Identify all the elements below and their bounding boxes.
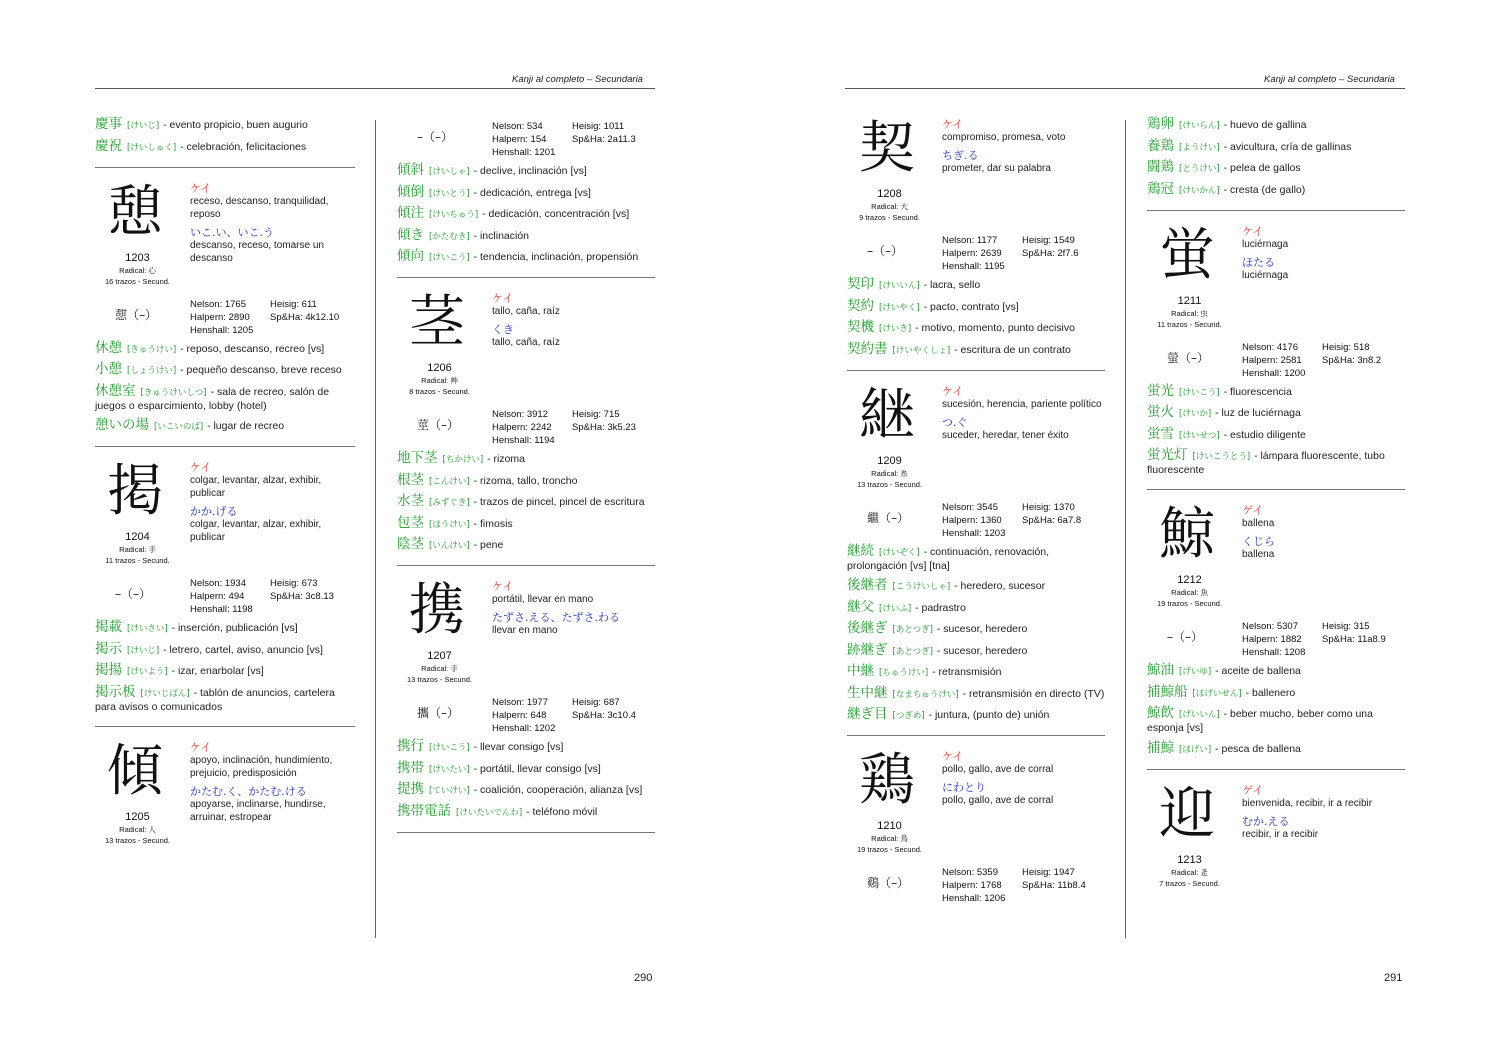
ref-halpern: Halpern: 154	[492, 134, 547, 145]
entry-separator	[847, 370, 1105, 371]
on-meaning: tallo, caña, raíz	[492, 306, 560, 317]
kanji-radical: Radical: 虫	[1171, 308, 1208, 318]
left-column-1	[95, 118, 355, 853]
vocab-entry: 休憩 [きゅうけい] - reposo, descanso, recreo [vs]	[95, 339, 325, 356]
kanji-variant: –（–）	[115, 587, 152, 601]
vocab-entry: 捕鯨船 [ほげいせん] - ballenero	[1147, 683, 1296, 700]
ref-halpern: Halpern: 648	[492, 710, 547, 721]
ref-nelson: Nelson: 3545	[942, 501, 998, 513]
ref-heisig: Heisig: 673	[270, 578, 318, 589]
kanji-radical: Radical: 魚	[1171, 588, 1208, 597]
kanji-references	[190, 577, 360, 616]
on-reading: ケイ	[190, 461, 212, 474]
vocab-entry: 鯨油 [げいゆ] - aceite de ballena	[1147, 662, 1301, 678]
vocab-entry: 陰茎 [いんけい] - pene	[397, 536, 504, 552]
right-column-2	[1147, 118, 1405, 896]
kanji-readings	[492, 292, 652, 349]
kun-reading: くじら	[1242, 535, 1275, 548]
ref-nelson: Nelson: 1765	[190, 298, 246, 310]
ref-spha: Sp&Ha: 11b8.4	[1022, 880, 1086, 891]
ref-heisig: Heisig: 1011	[572, 121, 625, 132]
kanji-strokes: 19 trazos - Secund.	[856, 845, 923, 854]
ref-nelson: Nelson: 5307	[1242, 621, 1298, 632]
column-divider	[1125, 120, 1126, 938]
kanji-glyph: 鯨	[1159, 502, 1215, 567]
vocab-entry: 慶祝 [けいしゅく] - celebración, felicitaciones	[95, 137, 307, 154]
header-rule	[95, 88, 655, 89]
ref-halpern: Halpern: 1768	[942, 880, 1002, 891]
on-reading: ゲイ	[1242, 504, 1264, 517]
kanji-references	[1242, 341, 1412, 380]
kanji-glyph: 傾	[107, 738, 163, 804]
vocab-entry: 蛍光 [けいこう] - fluorescencia	[1147, 382, 1292, 399]
kanji-strokes: 7 trazos - Secund.	[1159, 878, 1220, 888]
kanji-variant: 螢（–）	[1167, 350, 1210, 365]
left-column-2	[397, 118, 655, 847]
kun-reading: かたむ.く、かたむ.ける	[190, 784, 307, 798]
ref-halpern: Halpern: 2242	[492, 422, 552, 433]
vocab-entry: 継続 [けいぞく] - continuación, renovación, prolongación [vs] [tna]	[847, 542, 1050, 572]
ref-nelson: Nelson: 1934	[190, 578, 246, 589]
entry-separator	[95, 167, 355, 168]
ref-henshall: Henshall: 1206	[942, 893, 1006, 904]
kanji-readings	[942, 750, 1102, 807]
ref-henshall: Henshall: 1200	[1242, 367, 1306, 379]
ref-heisig: Heisig: 315	[1322, 621, 1370, 632]
vocab-entry: 水茎 [みずぐき] - trazos de pincel, pincel de escritura	[397, 493, 645, 509]
vocab-entry: 跡継ぎ [あとつぎ] - sucesor, heredero	[847, 641, 1028, 658]
kun-meaning: tallo, caña, raíz	[492, 337, 560, 348]
vocab-entry: 掲載 [けいさい] - inserción, publicación [vs]	[95, 619, 298, 635]
kanji-glyph: 掲	[107, 459, 163, 524]
kanji-readings	[1242, 504, 1402, 561]
right-column-1	[847, 118, 1105, 910]
ref-spha: Sp&Ha: 2f7.6	[1022, 248, 1079, 259]
header-rule	[845, 88, 1405, 89]
ref-spha: Sp&Ha: 3n8.2	[1322, 354, 1382, 366]
ref-halpern: Halpern: 1360	[942, 514, 1002, 526]
kanji-number: 1205	[125, 810, 150, 823]
ref-nelson: Nelson: 1177	[942, 235, 998, 246]
kanji-number: 1212	[1177, 574, 1202, 586]
kanji-references	[942, 501, 1112, 540]
kanji-strokes: 19 trazos - Secund.	[1156, 599, 1223, 608]
kanji-block-1213	[1147, 781, 1405, 896]
kanji-number: 1210	[877, 820, 902, 832]
kanji-radical: Radical: 手	[119, 545, 156, 554]
ref-heisig: Heisig: 1549	[1022, 235, 1075, 246]
ref-nelson: Nelson: 1977	[492, 697, 548, 708]
kanji-readings	[190, 461, 350, 544]
kanji-continuation	[397, 118, 655, 164]
kanji-variant: –（–）	[1167, 630, 1204, 644]
kanji-glyph: 鶏	[859, 748, 915, 813]
kun-meaning: llevar en mano	[492, 625, 558, 636]
vocab-entry: 掲示板 [けいじばん] - tablón de anuncios, cartelera para avisos o comunicados	[95, 683, 335, 713]
kun-reading: つ.ぐ	[942, 415, 968, 429]
kun-reading: ほたる	[1242, 255, 1275, 269]
kun-meaning: pollo, gallo, ave de corral	[942, 795, 1054, 806]
kun-meaning: colgar, levantar, alzar, exhibir, publicar	[190, 519, 322, 543]
kanji-variant: 憇（–）	[115, 307, 158, 322]
kanji-references	[190, 298, 360, 337]
kanji-readings	[190, 182, 350, 265]
vocab-entry: 傾き [かたむき] - inclinación	[397, 226, 530, 243]
on-reading: ゲイ	[1242, 783, 1264, 797]
kanji-number: 1204	[125, 531, 150, 543]
kun-meaning: luciérnaga	[1242, 269, 1289, 281]
kanji-number: 1209	[877, 454, 902, 467]
vocab-entry: 蛍火 [けいか] - luz de luciérnaga	[1147, 404, 1301, 420]
vocab-entry: 携行 [けいこう] - llevar consigo [vs]	[397, 738, 564, 754]
ref-henshall: Henshall: 1195	[942, 261, 1005, 272]
entry-separator	[397, 832, 655, 833]
on-meaning: compromiso, promesa, voto	[942, 132, 1066, 143]
vocab-entry: 包茎 [ほうけい] - fimosis	[397, 514, 513, 531]
ref-spha: Sp&Ha: 11a8.9	[1322, 634, 1386, 645]
kanji-radical: Radical: 鳥	[871, 834, 908, 843]
page-number: 291	[1384, 972, 1403, 984]
kun-reading: むか.える	[1242, 814, 1290, 828]
vocab-entry: 継父 [けいふ] - padrastro	[847, 598, 966, 615]
kanji-variant: –（–）	[867, 244, 904, 258]
ref-heisig: Heisig: 687	[572, 697, 620, 708]
kanji-radical: Radical: 心	[119, 265, 156, 275]
kun-reading: にわとり	[942, 781, 986, 794]
vocab-entry: 蛍光灯 [けいこうとう] - lámpara fluorescente, tubo fluorescente	[1147, 447, 1385, 476]
on-reading: ケイ	[190, 740, 212, 754]
on-meaning: pollo, gallo, ave de corral	[942, 764, 1054, 775]
kanji-radical: Radical: 艸	[421, 376, 458, 385]
ref-halpern: Halpern: 2639	[942, 248, 1002, 259]
kun-reading: かか.げる	[190, 505, 238, 518]
ref-henshall: Henshall: 1205	[190, 324, 254, 336]
kun-meaning: recibir, ir a recibir	[1242, 828, 1319, 840]
entry-separator	[1147, 769, 1405, 770]
ref-halpern: Halpern: 494	[190, 591, 245, 602]
kanji-references	[492, 696, 662, 735]
kanji-strokes: 13 trazos - Secund.	[856, 479, 923, 489]
ref-heisig: Heisig: 1370	[1022, 501, 1075, 513]
on-meaning: apoyo, inclinación, hundimiento, prejuicio, predisposición	[190, 754, 333, 779]
kanji-readings	[190, 741, 350, 824]
kanji-variant: 鷄（–）	[867, 876, 910, 890]
kun-reading: くき	[492, 323, 514, 336]
kanji-glyph: 契	[859, 116, 915, 181]
vocab-entry: 提携 [ていけい] - coalición, cooperación, alianza [vs]	[397, 781, 643, 797]
running-header: Kanji al completo – Secundaria	[1264, 74, 1395, 85]
ref-spha: Sp&Ha: 2a11.3	[572, 134, 636, 145]
vocab-entry: 傾向 [けいこう] - tendencia, inclinación, propensión	[397, 248, 639, 264]
kanji-glyph: 憩	[107, 179, 163, 245]
ref-spha: Sp&Ha: 3c10.4	[572, 710, 636, 721]
kun-meaning: suceder, heredar, tener éxito	[942, 429, 1069, 441]
kanji-block-1204	[95, 461, 355, 621]
kanji-strokes: 13 trazos - Secund.	[406, 675, 473, 684]
kanji-strokes: 11 trazos - Secund.	[1157, 319, 1222, 329]
kanji-strokes: 11 trazos - Secund.	[105, 556, 170, 565]
kanji-strokes: 9 trazos - Secund.	[859, 213, 920, 222]
on-meaning: portátil, llevar en mano	[492, 594, 594, 605]
kanji-block-1210	[847, 750, 1105, 910]
on-reading: ケイ	[492, 580, 514, 593]
vocab-entry: 後継ぎ [あとつぎ] - sucesor, heredero	[847, 620, 1028, 636]
kanji-block-1208	[847, 118, 1105, 278]
ref-halpern: Halpern: 2581	[1242, 354, 1302, 366]
ref-heisig: Heisig: 1947	[1022, 867, 1075, 878]
vocab-entry: 小憩 [しょうけい] - pequeño descanso, breve receso	[95, 361, 342, 377]
ref-halpern: Halpern: 1882	[1242, 634, 1302, 645]
kanji-references	[492, 408, 662, 447]
entry-separator	[1147, 489, 1405, 490]
vocab-entry: 鯨飲 [げいいん] - beber mucho, beber como una esponja [vs]	[1147, 705, 1373, 734]
kanji-variant: 莖（–）	[417, 418, 460, 432]
ref-spha: Sp&Ha: 3k5.23	[572, 422, 636, 433]
kanji-readings	[492, 580, 652, 637]
on-meaning: colgar, levantar, alzar, exhibir, publicar	[190, 475, 322, 499]
column-divider	[375, 120, 376, 938]
kun-reading: いこ.い、いこ.う	[190, 225, 274, 239]
kanji-radical: Radical: 糸	[871, 468, 908, 478]
vocab-entry: 養鶏 [ようけい] - avicultura, cría de gallinas	[1147, 137, 1352, 154]
vocab-entry: 憩いの場 [いこいのば] - lugar de recreo	[95, 417, 285, 433]
ref-nelson: Nelson: 534	[492, 121, 543, 132]
vocab-entry: 携帯電話 [けいたいでんわ] - teléfono móvil	[397, 802, 598, 819]
on-meaning: bienvenida, recibir, ir a recibir	[1242, 797, 1373, 809]
vocab-entry: 傾倒 [けいとう] - dedicación, entrega [vs]	[397, 183, 591, 200]
kanji-number: 1213	[1177, 853, 1202, 866]
on-meaning: ballena	[1242, 518, 1275, 529]
page-number: 290	[634, 972, 653, 984]
ref-nelson: Nelson: 3912	[492, 409, 548, 420]
vocab-entry: 闘鶏 [とうけい] - pelea de gallos	[1147, 159, 1301, 175]
kanji-radical: Radical: 大	[871, 202, 908, 211]
entry-separator	[1147, 210, 1405, 211]
ref-halpern: Halpern: 2890	[190, 311, 250, 323]
on-reading: ケイ	[942, 118, 964, 131]
kun-meaning: descanso, receso, tomarse un descanso	[190, 239, 324, 264]
kanji-readings	[1242, 784, 1402, 841]
on-reading: ケイ	[492, 292, 514, 305]
kanji-block-1206	[397, 292, 655, 452]
ref-henshall: Henshall: 1194	[492, 435, 555, 446]
kanji-block-1207	[397, 580, 655, 740]
kun-meaning: ballena	[1242, 549, 1275, 560]
vocab-entry: 地下茎 [ちかけい] - rizoma	[397, 450, 525, 466]
vocab-entry: 後継者 [こうけいしゃ] - heredero, sucesor	[847, 577, 1046, 593]
vocab-entry: 根茎 [こんけい] - rizoma, tallo, troncho	[397, 471, 578, 488]
ref-henshall: Henshall: 1203	[942, 527, 1006, 539]
ref-heisig: Heisig: 611	[270, 298, 317, 310]
kanji-references	[942, 234, 1112, 273]
kanji-glyph: 継	[859, 382, 915, 448]
on-meaning: luciérnaga	[1242, 238, 1289, 250]
vocab-entry: 掲示 [けいじ] - letrero, cartel, aviso, anuncio [vs]	[95, 640, 323, 657]
entry-separator	[397, 277, 655, 278]
kanji-number: 1207	[427, 650, 452, 662]
kanji-number: 1203	[125, 251, 150, 264]
entry-separator	[95, 446, 355, 447]
vocab-entry: 慶事 [けいじ] - evento propicio, buen augurio	[95, 116, 308, 132]
running-header: Kanji al completo – Secundaria	[512, 74, 643, 85]
vocab-entry: 傾注 [けいちゅう] - dedicación, concentración [vs]	[397, 205, 630, 221]
vocab-entry: 継ぎ目 [つぎめ] - juntura, (punto de) unión	[847, 706, 1050, 722]
kanji-strokes: 8 trazos - Secund.	[409, 387, 470, 396]
kanji-block-1203	[95, 179, 355, 342]
kanji-references	[942, 866, 1112, 905]
kanji-number: 1208	[877, 188, 902, 200]
ref-nelson: Nelson: 5359	[942, 867, 998, 878]
kun-reading: ちぎ.る	[942, 149, 979, 162]
ref-spha: Sp&Ha: 3c8.13	[270, 591, 334, 602]
vocab-entry: 傾斜 [けいしゃ] - declive, inclinación [vs]	[397, 162, 587, 178]
kanji-variant: 攜（–）	[417, 706, 460, 720]
vocab-entry: 蛍雪 [けいせつ] - estudio diligente	[1147, 425, 1306, 442]
kanji-glyph: 携	[409, 578, 465, 643]
vocab-entry: 捕鯨 [ほげい] - pesca de ballena	[1147, 739, 1301, 756]
vocab-entry: 契約書 [けいやくしょ] - escritura de un contrato	[847, 340, 1071, 357]
entry-separator	[95, 726, 355, 727]
vocab-entry: 鶏冠 [けいかん] - cresta (de gallo)	[1147, 180, 1306, 197]
on-reading: ケイ	[942, 384, 964, 398]
vocab-entry: 休憩室 [きゅうけいしつ] - sala de recreo, salón de juegos o esparcimiento, lobby (hotel)	[95, 382, 330, 412]
on-meaning: receso, descanso, tranquilidad, reposo	[190, 195, 329, 220]
ref-spha: Sp&Ha: 6a7.8	[1022, 514, 1082, 526]
kanji-readings	[1242, 225, 1402, 282]
kanji-readings	[942, 385, 1102, 442]
kun-meaning: apoyarse, inclinarse, hundirse, arruinar, estropear	[190, 798, 326, 823]
right-page	[750, 0, 1500, 1061]
kanji-glyph: 蛍	[1159, 222, 1215, 288]
kanji-readings	[942, 118, 1102, 175]
kanji-references	[492, 120, 662, 159]
ref-nelson: Nelson: 4176	[1242, 341, 1298, 353]
ref-henshall: Henshall: 1201	[492, 147, 556, 158]
vocab-entry: 鶏卵 [けいらん] - huevo de gallina	[1147, 116, 1307, 132]
vocab-entry: 契約 [けいやく] - pacto, contrato [vs]	[847, 297, 1019, 314]
ref-henshall: Henshall: 1198	[190, 604, 253, 615]
kanji-glyph: 迎	[1159, 781, 1215, 847]
kanji-number: 1211	[1177, 294, 1202, 307]
on-meaning: sucesión, herencia, pariente político	[942, 398, 1102, 410]
vocab-entry: 携帯 [けいたい] - portátil, llevar consigo [vs]	[397, 759, 601, 776]
entry-separator	[847, 735, 1105, 736]
vocab-entry: 契印 [けいいん] - lacra, sello	[847, 276, 981, 292]
on-reading: ケイ	[1242, 224, 1264, 238]
kanji-glyph: 茎	[409, 290, 465, 355]
kanji-variant: –（–）	[417, 130, 454, 144]
vocab-entry: 中継 [ちゅうけい] - retransmisión	[847, 663, 1002, 679]
kanji-strokes: 13 trazos - Secund.	[104, 835, 171, 845]
kanji-variant: 繼（–）	[867, 510, 910, 525]
kanji-number: 1206	[427, 362, 452, 374]
vocab-entry: 生中継 [なまちゅうけい] - retransmisión en directo (TV)	[847, 684, 1105, 701]
kanji-radical: Radical: 人	[119, 824, 156, 834]
ref-henshall: Henshall: 1208	[1242, 647, 1306, 658]
kanji-block-1211	[1147, 222, 1405, 385]
on-reading: ケイ	[942, 750, 964, 763]
ref-spha: Sp&Ha: 4k12.10	[270, 311, 340, 323]
entry-separator	[397, 565, 655, 566]
ref-heisig: Heisig: 715	[572, 409, 620, 420]
ref-heisig: Heisig: 518	[1322, 341, 1370, 353]
kanji-radical: Radical: 辵	[1171, 867, 1208, 877]
kanji-block-1212	[1147, 504, 1405, 664]
vocab-entry: 契機 [けいき] - motivo, momento, punto decisivo	[847, 319, 1075, 335]
ref-henshall: Henshall: 1202	[492, 723, 556, 734]
kanji-references	[1242, 620, 1412, 659]
kanji-strokes: 16 trazos - Secund.	[104, 276, 171, 286]
kanji-block-1205	[95, 738, 355, 853]
kun-reading: たずさ.える、たずさ.わる	[492, 611, 620, 624]
on-reading: ケイ	[190, 181, 212, 195]
kun-meaning: prometer, dar su palabra	[942, 163, 1051, 174]
vocab-entry: 掲揚 [けいよう] - izar, enarbolar [vs]	[95, 662, 264, 678]
kanji-radical: Radical: 手	[421, 664, 458, 673]
kanji-block-1209	[847, 382, 1105, 545]
